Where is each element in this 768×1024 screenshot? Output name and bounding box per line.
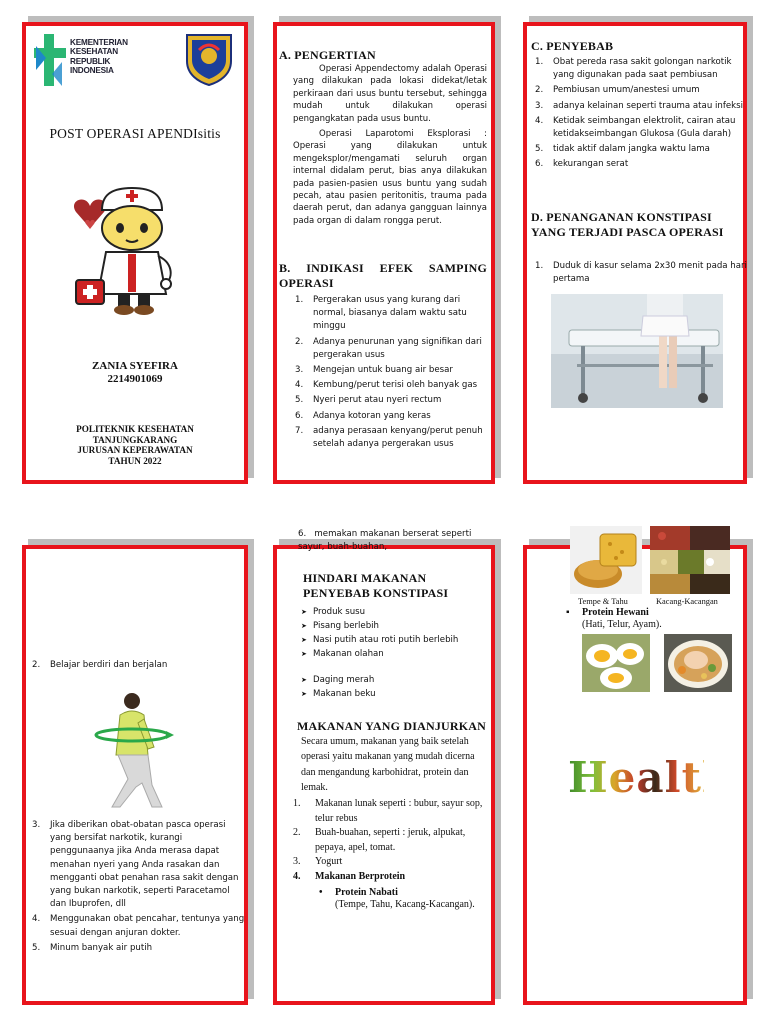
list-item: 3. Jika diberikan obat-obatan pasca operasi yang bersifat narkotik, kurangi penggunaanya jika Anda merasa dapat menahan nyeri yang Anda rasakan dan mengganti obat penahan rasa sakit dengan yang bukan narkotik, seperti Paracetamol dan Ibuprofen, dll [32, 820, 239, 910]
section-c-heading: C. PENYEBAB [531, 39, 614, 53]
list-item: 4. Menggunakan obat pencahar, tentunya yang sesuai dengan anjuran dokter. [32, 914, 245, 938]
overflow-item: 6. memakan makanan berserat seperti sayur, buah-buahan, [298, 529, 472, 552]
caption-kacang: Kacang-Kacangan [656, 597, 718, 606]
institution: POLITEKNIK KESEHATAN TANJUNGKARANG JURUSAN KEPERAWATAN TAHUN 2022 [76, 424, 194, 466]
list-item: 3. adanya kelainan seperti trauma atau infeksi [535, 100, 743, 111]
tempe-tahu-photo [570, 526, 642, 594]
panel-penanganan-lanjutan [22, 545, 248, 1005]
cover-title: POST OPERASI APENDIsitis [49, 126, 221, 141]
section-b-heading: B. INDIKASI EFEK SAMPING OPERASI [279, 261, 487, 290]
list-item: 5. Minum banyak air putih [32, 942, 153, 953]
section-a-heading: A. PENGERTIAN [279, 48, 376, 62]
list-item: 2. Pembiusan umum/anestesi umum [535, 85, 700, 96]
health-word: Health [568, 748, 704, 808]
list-item: 1. Obat pereda rasa sakit golongan narkotik yang digunakan pada saat pembiusan [535, 57, 732, 81]
poltekkes-emblem-icon [184, 32, 234, 86]
list-item: ➤ Produk susu [301, 605, 491, 619]
section-a-p1: Operasi Appendectomy adalah Operasi yang dilakukan pada lokasi didekat/letak perkiraan dari usus buntu tersebut, sehingga mudah untuk dilakukan operasi pengangkatan pada usus buntu. [293, 64, 487, 124]
list-item: 2. Buah-buahan, seperti : jeruk, alpukat, pepaya, apel, tomat. [293, 827, 466, 853]
list-item: 2. Adanya penurunan yang signifikan dari pergerakan usus [295, 336, 482, 360]
list-item: ➤ Makanan olahan [301, 647, 491, 661]
cause-list [531, 56, 747, 174]
author-name: ZANIA SYEFIRA [92, 360, 178, 372]
list-item: ➤ Pisang berlebih [301, 619, 491, 633]
list-item: 4. Kembung/perut terisi oleh banyak gas [295, 380, 478, 391]
patient-on-bed-photo [551, 294, 723, 408]
section-d-heading: D. PENANGANAN KONSTIPASI YANG TERJADI PASCA OPERASI [531, 210, 724, 239]
list-item: 4. Ketidak seimbangan elektrolit, cairan atau ketidakseimbangan Glukosa (Gula darah) [535, 115, 736, 140]
kemenkes-logo-icon [32, 32, 68, 88]
list-item: 1. Duduk di kasur selama 2x30 menit pada hari pertama [535, 261, 747, 285]
list-item: 2. Belajar berdiri dan berjalan [32, 660, 168, 670]
author-nim: 2214901069 [107, 373, 163, 385]
treatment-list-cont-b [28, 819, 248, 957]
eggs-photo [582, 634, 650, 692]
panel-cover [22, 22, 248, 484]
health-logo [568, 748, 734, 808]
panel-pengertian [273, 22, 495, 484]
list-item: ➤ Makanan beku [301, 687, 491, 701]
list-item: 7. adanya perasaan kenyang/perut penuh setelah adanya pergerakan usus [295, 425, 483, 450]
protein-hewani: ▪ Protein Hewani (Hati, Telur, Ayam). [566, 607, 662, 630]
panel-penyebab [523, 22, 747, 484]
walking-person-illustration [92, 689, 192, 813]
list-item: 6. Adanya kotoran yang keras [295, 410, 431, 421]
recommended-heading: MAKANAN YANG DIANJURKAN [297, 719, 487, 733]
doctor-illustration [70, 184, 202, 316]
avoid-list [301, 605, 491, 701]
treatment-list-cont-a [28, 659, 244, 674]
list-item: 5. Nyeri perut atau nyeri rectum [295, 395, 442, 406]
ministry-name: KEMENTERIAN KESEHATAN REPUBLIK INDONESIA [70, 38, 128, 76]
protein-nabati: • Protein Nabati (Tempe, Tahu, Kacang-Kacangan). [319, 887, 475, 910]
section-a-p2: Operasi Laparotomi Eksplorasi : Operasi yang dilakukan untuk mengeksplor/mengamati seluruh organ internal didalam perut, bias anya dilakukan pada pasien-pasien usus buntu yang sudah pecah, atau pasien peritonitis, trauma pada daerah perut, dan adanya gangguan lainnya pada organ di dalam rongga perut. [293, 129, 487, 226]
side-effect-list [291, 294, 489, 453]
list-item: 1. Makanan lunak seperti : bubur, sayur sop, telur rebus [293, 798, 483, 824]
caption-tempe: Tempe & Tahu [578, 597, 628, 606]
treatment-list [531, 260, 747, 288]
recommended-intro: Secara umum, makanan yang baik setelah operasi yaitu makanan yang mudah dicerna dan mengandung karbohidrat, protein dan lemak. [301, 736, 475, 794]
panel-makanan [273, 545, 495, 1005]
chicken-soup-photo [664, 634, 732, 692]
list-item: 5. tidak aktif dalam jangka waktu lama [535, 144, 710, 155]
list-item: ➤ Nasi putih atau roti putih berlebih [301, 633, 491, 647]
recommended-list [293, 797, 489, 885]
list-item: 3. Mengejan untuk buang air besar [295, 365, 453, 376]
list-item: 4. Makanan Berprotein [293, 870, 406, 882]
list-item: 6. kekurangan serat [535, 159, 629, 170]
avoid-heading: HINDARI MAKANAN PENYEBAB KONSTIPASI [303, 571, 449, 600]
list-item: 3. Yogurt [293, 856, 343, 868]
list-item: 1. Pergerakan usus yang kurang dari normal, biasanya dalam waktu satu minggu [295, 295, 467, 332]
beans-photo [650, 526, 730, 594]
list-item: ➤ Daging merah [301, 673, 491, 687]
